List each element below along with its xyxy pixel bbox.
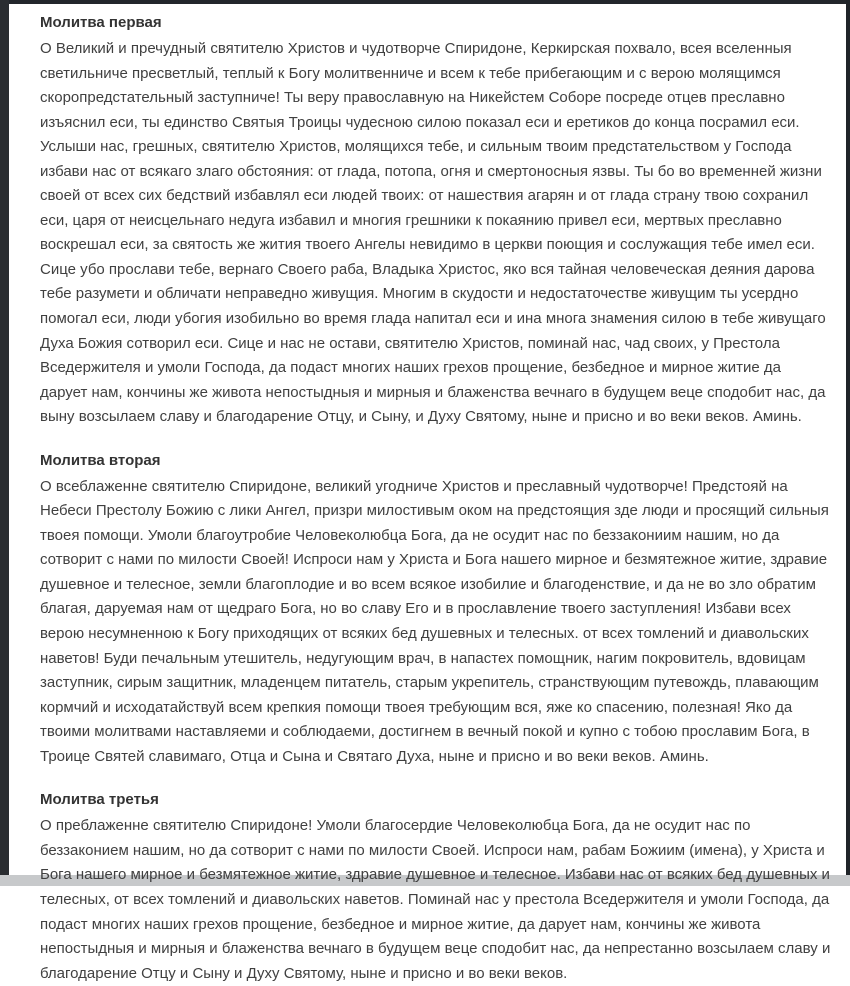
page-border-right [846, 0, 850, 886]
prayer-1-text: О Великий и пречудный святителю Христов и чудотворче Спиридоне, Керкирская похвало, всея вселенныя светильниче пресветлый, теплый к Богу молитвенниче и всем к тебе прибегающим и с верою молящимся скоропредстательный заступниче! Ты веру православную на Никейстем Соборе посреде отцев преславно изъяснил еси, ты единство Святыя Троицы чудесною силою показал еси и еретиков до конца посрамил еси. Услыши нас, грешных, святителю Христов, молящихся тебе, и сильным твоим предстательством у Господа избави нас от всякаго злаго обстояния: от глада, потопа, огня и смертоносныя язвы. Ты бо во временней жизни своей от всех сих бедствий избавлял еси людей твоих: от нашествия агарян и от глада страну твою сохранил еси, царя от неисцельнаго недуга избавил и многия грешники к покаянию привел еси, мертвых преславно воскрешал еси, за святость же жития твоего Ангелы невидимо в церкви поющия и сослужащия тебе имел еси. Сице убо прослави тебе, вернаго Своего раба, Владыка Христос, яко вся тайная человеческая деяния дарова тебе разумети и обличати неправедно живущия. Многим в скудости и недостаточестве живущим ты усердно помогал еси, люди убогия изобильно во время глада напитал еси и ина многа знамения силою в тебе живущаго Духа Божия сотворил еси. Сице и нас не остави, святителю Христов, поминай нас, чад своих, у Престола Вседержителя и умоли Господа, да подаст многих наших грехов прощение, безбедное и мирное житие да дарует нам, кончины же живота непостыдныя и мирныя и блаженства вечнаго в будущем веце сподобит нас, да выну возсылаем славу и благодарение Отцу, и Сыну, и Духу Святому, ныне и присно и во веки веков. Аминь. [40, 40, 826, 426]
prayer-3-title: Молитва третья [40, 791, 159, 809]
prayer-3-text: О преблаженне святителю Спиридоне! Умоли благосердие Человеколюбца Бога, да не осудит нас по беззаконием нашим, но да сотворит с нами по милости Своей. Испроси нам, рабам Божиим (имена), у Христа и Бога нашего мирное и безмятежное житие, здравие душевное и телесное. Избави нас от всяких бед душевных и телесных, от всех томлений и диавольских наветов. Поминай нас у престола Вседержителя и умоли Господа, да подаст многих наших грехов прощение, безбедное и мирное житие, да дарует нам, кончины же живота непостыдныя и мирныя и блаженства вечнаго в будущем веце сподобит нас, да непрестанно возсылаем славу и благодарение Отцу и Сыну и Духу Святому, ныне и присно и во веки веков. [40, 817, 831, 982]
page-border-left [0, 0, 9, 875]
prayer-2-text: О всеблаженне святителю Спиридоне, великий угодниче Христов и преславный чудотворче! Предстояй на Небеси Престолу Божию с лики Ангел, призри милостивым оком на предстоящия зде люди и просящий сильныя твоея помощи. Умоли благоутробие Человеколюбца Бога, да не осудит нас по беззакониим нашим, но да сотворит с нами по милости Своей! Испроси нам у Христа и Бога нашего мирное и безмятежное житие, здравие душевное и телесное, земли благоплодие и во всем всякое изобилие и благоденствие, и да не во зло обратим благая, даруемая нам от щедраго Бога, но во славу Его и в прославление твоего заступления! Избави всех верою несумненною к Богу приходящих от всяких бед душевных и телесных. от всех томлений и диавольских наветов! Буди печальным утешитель, недугующим врач, в напастех помощник, нагим покровитель, вдовицам заступник, сирым защитник, младенцем питатель, старым укрепитель, странствующим путевождь, плавающим кормчий и исходатайствуй всем крепкия помощи твоея требующим вся, яже ко спасению, полезная! Яко да твоими молитвами наставляеми и соблюдаеми, достигнем в вечный покой и купно с тобою прославим Бога, в Троице Святей славимаго, Отца и Сына и Святаго Духа, ныне и присно и во веки веков. Аминь. [40, 477, 829, 765]
prayers-article [9, 4, 846, 982]
prayer-2-title: Молитва вторая [40, 451, 161, 469]
prayer-section-1 [40, 13, 832, 430]
prayer-section-2 [40, 451, 832, 770]
prayer-section-3 [40, 790, 832, 986]
prayer-1-title: Молитва первая [40, 14, 162, 31]
